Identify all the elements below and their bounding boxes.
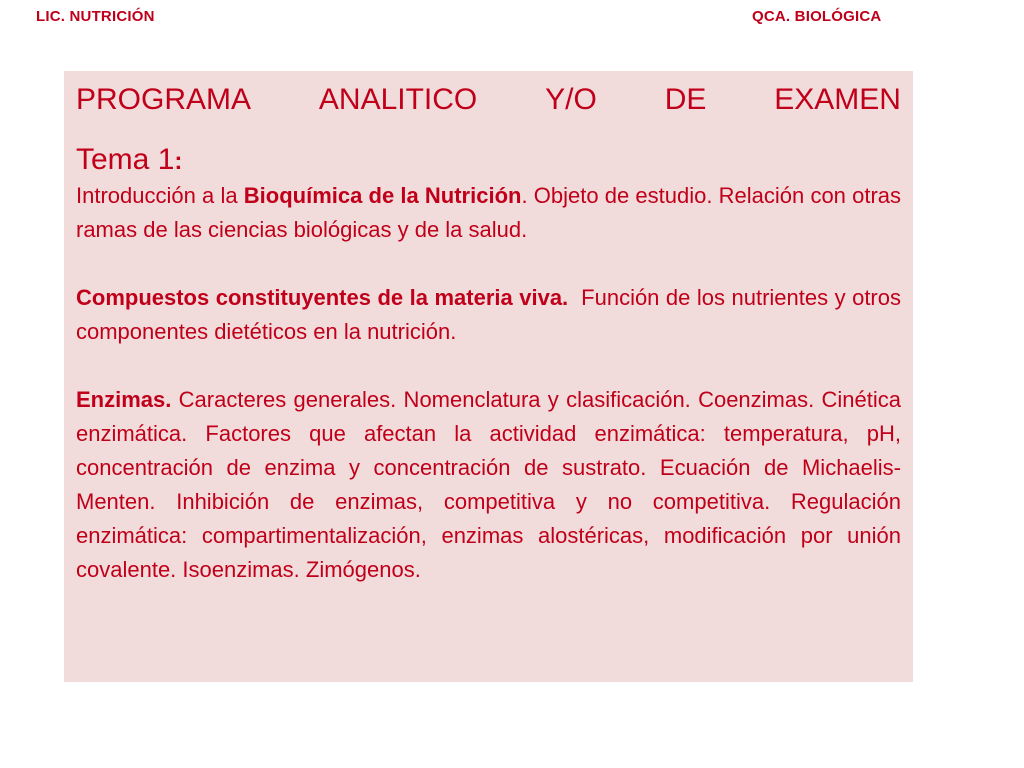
title-word: Y/O (545, 83, 597, 116)
paragraph-compuestos (76, 281, 908, 349)
paragraph-text: Función de los nutrientes y otros componentes dietéticos en la nutrición. (76, 285, 908, 344)
paragraph-text: Caracteres generales. Nomenclatura y clasificación. Coenzimas. Cinética enzimática. Factores que afectan la actividad enzimática: temperatura, pH, concentración de enzima y concentración de sustrato. Ecuación de Michaelis-Menten. Inhibición de enzimas, competitiva y no competitiva. Regulación enzimática: compartimentalización, enzimas alostéricas, modificación por unión covalente. Isoenzimas. Zimógenos. (76, 387, 901, 582)
header-left-label: LIC. NUTRICIÓN (36, 8, 155, 25)
paragraph-enzimas (76, 383, 901, 587)
paragraph-text: . Objeto de estudio. Relación con otras ramas de las ciencias biológicas y de la salud. (76, 183, 902, 242)
section-heading-label: Tema 1 (76, 143, 175, 176)
page-title (76, 77, 901, 123)
title-word: PROGRAMA (76, 83, 252, 116)
header-right-label: QCA. BIOLÓGICA (752, 8, 882, 25)
title-word: EXAMEN (774, 83, 901, 116)
title-word: DE (664, 83, 707, 116)
paragraph-text: Introducción a la (76, 183, 244, 208)
paragraph-bold-term: Enzimas. (76, 387, 172, 412)
title-word: ANALITICO (318, 83, 478, 116)
section-heading-colon: : (174, 148, 183, 175)
paragraph-bold-term: Compuestos constituyentes de la materia viva. (76, 285, 569, 310)
section-heading (76, 143, 901, 179)
paragraph-bold-term: Bioquímica de la Nutrición (243, 183, 522, 208)
paragraph-introduccion (76, 179, 901, 247)
content-panel (64, 71, 913, 682)
